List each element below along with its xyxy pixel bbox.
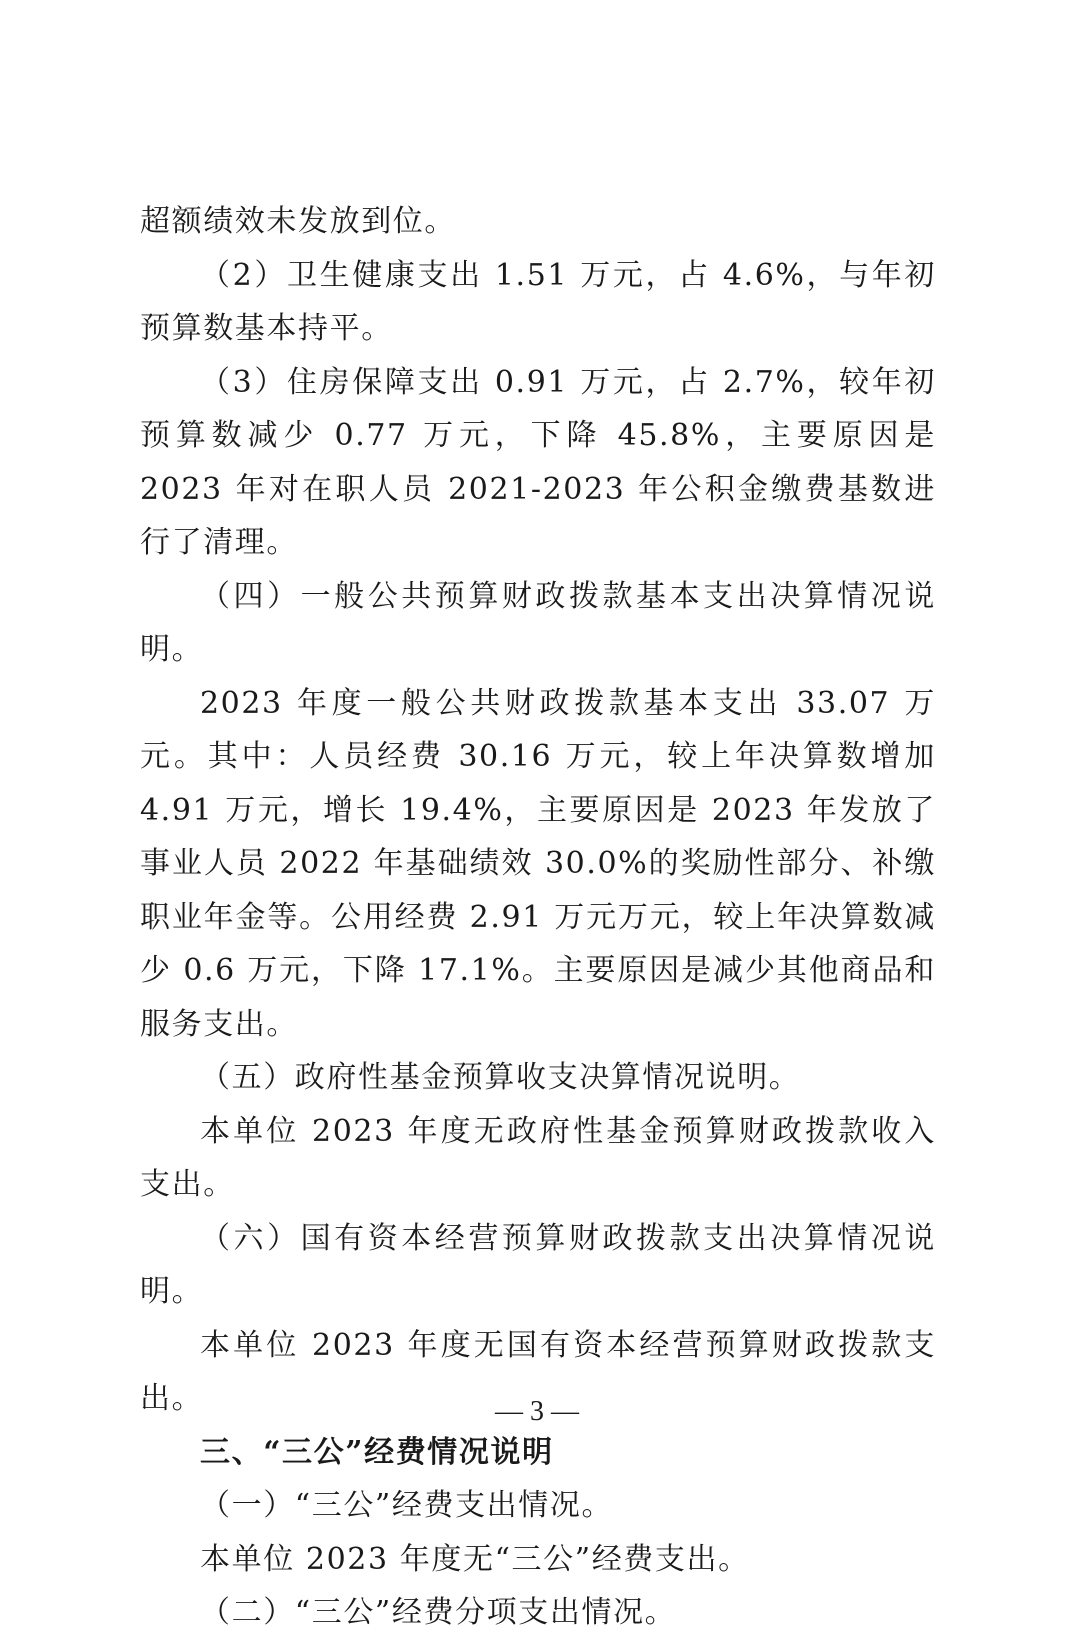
- paragraph-state-capital: 本单位 2023 年度无国有资本经营预算财政拨款支出。: [140, 1327, 936, 1416]
- page-number: — 3 —: [495, 1396, 579, 1427]
- paragraph-1: 超额绩效未发放到位。: [140, 204, 456, 239]
- heading-government-fund: （五）政府性基金预算收支决算情况说明。: [200, 1060, 801, 1095]
- paragraph-health-expense: （2）卫生健康支出 1.51 万元，占 4.6%，与年初预算数基本持平。: [140, 257, 936, 346]
- section-heading-three-public: 三、“三公”经费情况说明: [200, 1434, 554, 1470]
- heading-three-public-itemized: （二）“三公”经费分项支出情况。: [200, 1595, 677, 1630]
- heading-state-capital: （六）国有资本经营预算财政拨款支出决算情况说明。: [140, 1220, 936, 1309]
- paragraph-three-public-expense: 本单位 2023 年度无“三公”经费支出。: [200, 1541, 750, 1577]
- paragraph-government-fund: 本单位 2023 年度无政府性基金预算财政拨款收入支出。: [140, 1113, 936, 1202]
- heading-three-public-expense: （一）“三公”经费支出情况。: [200, 1488, 614, 1523]
- paragraph-housing-expense: （3）住房保障支出 0.91 万元，占 2.7%，较年初预算数减少 0.77 万元，下降 45.8%，主要原因是 2023 年对在职人员 2021-2023 年公积金缴费基数进行了清理。: [140, 364, 936, 560]
- paragraph-basic-expense: 2023 年度一般公共财政拨款基本支出 33.07 万元。其中：人员经费 30.16 万元，较上年决算数增加 4.91 万元，增长 19.4%，主要原因是 2023 年发放了事业人员 2022 年基础绩效 30.0%的奖励性部分、补缴职业年金等。公用经费 2.91 万元万元，较上年决算数减少 0.6 万元，下降 17.1%。主要原因是减少其他商品和服务支出。: [140, 685, 936, 1042]
- heading-basic-expense: （四）一般公共预算财政拨款基本支出决算情况说明。: [140, 578, 936, 667]
